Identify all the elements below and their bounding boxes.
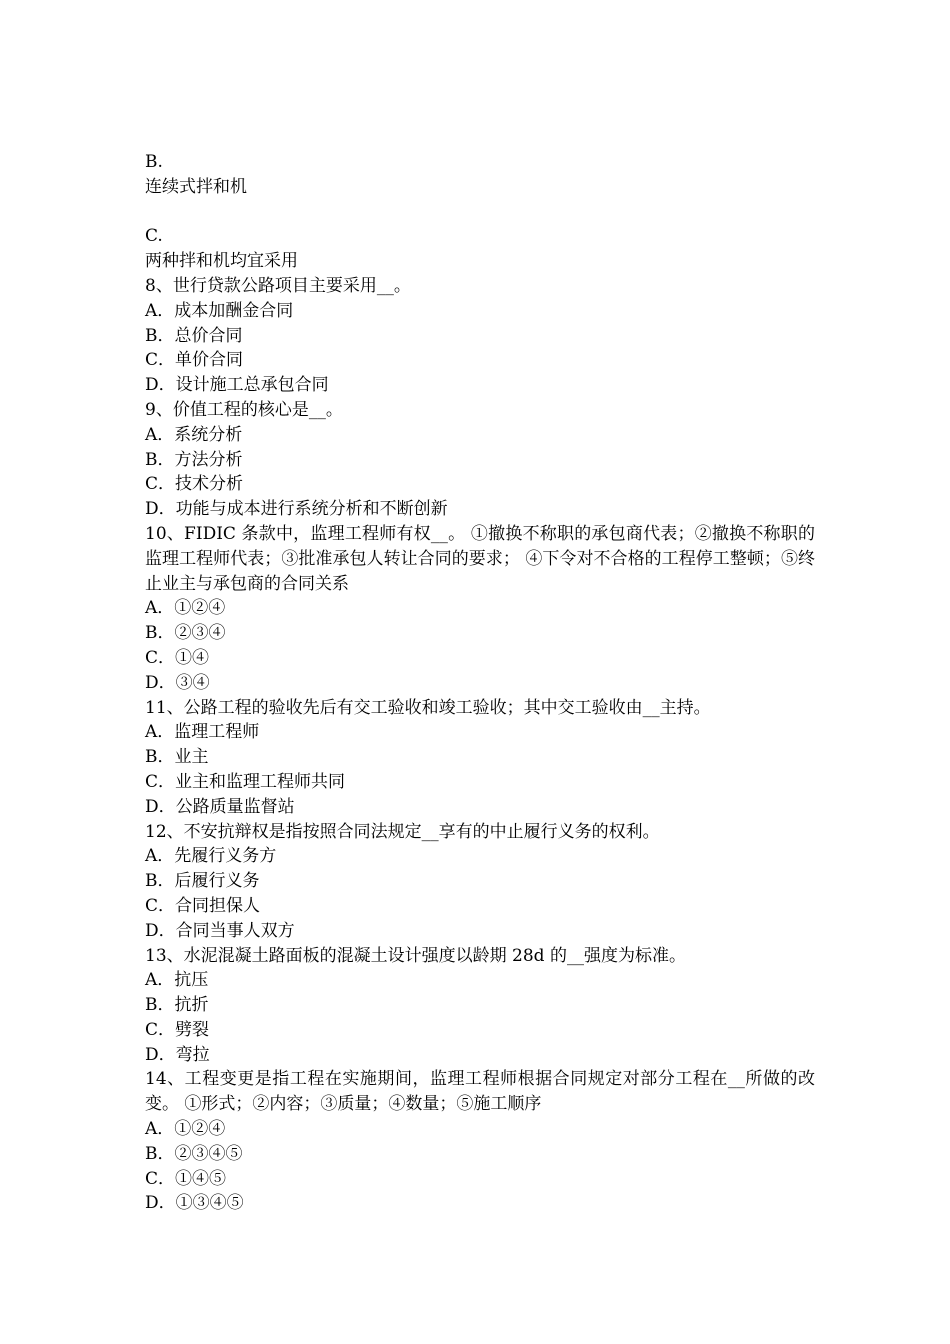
q14-option-a: A．①②④ bbox=[145, 1119, 226, 1140]
q8-option-d: D．设计施工总承包合同 bbox=[145, 375, 329, 396]
q11-option-b: B．业主 bbox=[145, 747, 209, 768]
q13-option-c: C．劈裂 bbox=[145, 1019, 210, 1040]
q12-option-d: D．合同当事人双方 bbox=[145, 920, 295, 941]
q11-option-a: A．监理工程师 bbox=[145, 722, 260, 743]
q11-option-d: D．公路质量监督站 bbox=[145, 796, 295, 817]
q14-option-b: B．②③④⑤ bbox=[145, 1143, 243, 1164]
q13-option-a: A．抗压 bbox=[145, 970, 209, 991]
q9-option-c: C．技术分析 bbox=[145, 474, 244, 495]
q9-option-a: A．系统分析 bbox=[145, 424, 243, 445]
q10-option-d: D．③④ bbox=[145, 672, 210, 693]
q13-option-b: B．抗折 bbox=[145, 995, 209, 1016]
option-b-label: B. bbox=[145, 152, 163, 172]
question-8: 8、世行贷款公路项目主要采用__。 bbox=[145, 275, 411, 296]
q9-option-b: B．方法分析 bbox=[145, 449, 243, 470]
question-11: 11、公路工程的验收先后有交工验收和竣工验收；其中交工验收由__主持。 bbox=[145, 697, 711, 718]
question-14: 14、工程变更是指工程在实施期间，监理工程师根据合同规定对部分工程在__所做的改变。 ①形式；②内容；③质量；④数量；⑤施工顺序 bbox=[145, 1069, 815, 1115]
question-12: 12、不安抗辩权是指按照合同法规定__享有的中止履行义务的权利。 bbox=[145, 821, 660, 842]
q13-option-d: D．弯拉 bbox=[145, 1044, 210, 1065]
q12-option-b: B．后履行义务 bbox=[145, 871, 260, 892]
option-c-label: C. bbox=[145, 226, 163, 247]
q8-option-c: C．单价合同 bbox=[145, 350, 244, 371]
option-c-text: 两种拌和机均宜采用 bbox=[145, 251, 298, 272]
q10-option-b: B．②③④ bbox=[145, 623, 226, 644]
q14-option-c: C．①④⑤ bbox=[145, 1168, 227, 1189]
q8-option-b: B．总价合同 bbox=[145, 325, 243, 346]
q14-option-d: D．①③④⑤ bbox=[145, 1193, 244, 1214]
q10-option-a: A．①②④ bbox=[145, 598, 226, 619]
option-b-text: 连续式拌和机 bbox=[145, 176, 247, 197]
q12-option-c: C．合同担保人 bbox=[145, 895, 261, 916]
q8-option-a: A．成本加酬金合同 bbox=[145, 300, 294, 321]
question-13: 13、水泥混凝土路面板的混凝土设计强度以龄期 28d 的__强度为标准。 bbox=[145, 945, 686, 966]
q9-option-d: D．功能与成本进行系统分析和不断创新 bbox=[145, 499, 448, 520]
q11-option-c: C．业主和监理工程师共同 bbox=[145, 771, 346, 792]
blank-line bbox=[145, 200, 815, 225]
q10-option-c: C．①④ bbox=[145, 647, 210, 668]
question-10: 10、FIDIC 条款中，监理工程师有权__。 ①撤换不称职的承包商代表；②撤换不称职的监理工程师代表；③批准承包人转让合同的要求； ④下令对不合格的工程停工整顿；⑤终止业主与承包商的合同关系 bbox=[145, 523, 815, 594]
document-body bbox=[145, 150, 815, 1216]
question-9: 9、价值工程的核心是__。 bbox=[145, 399, 343, 420]
q12-option-a: A．先履行义务方 bbox=[145, 846, 277, 867]
